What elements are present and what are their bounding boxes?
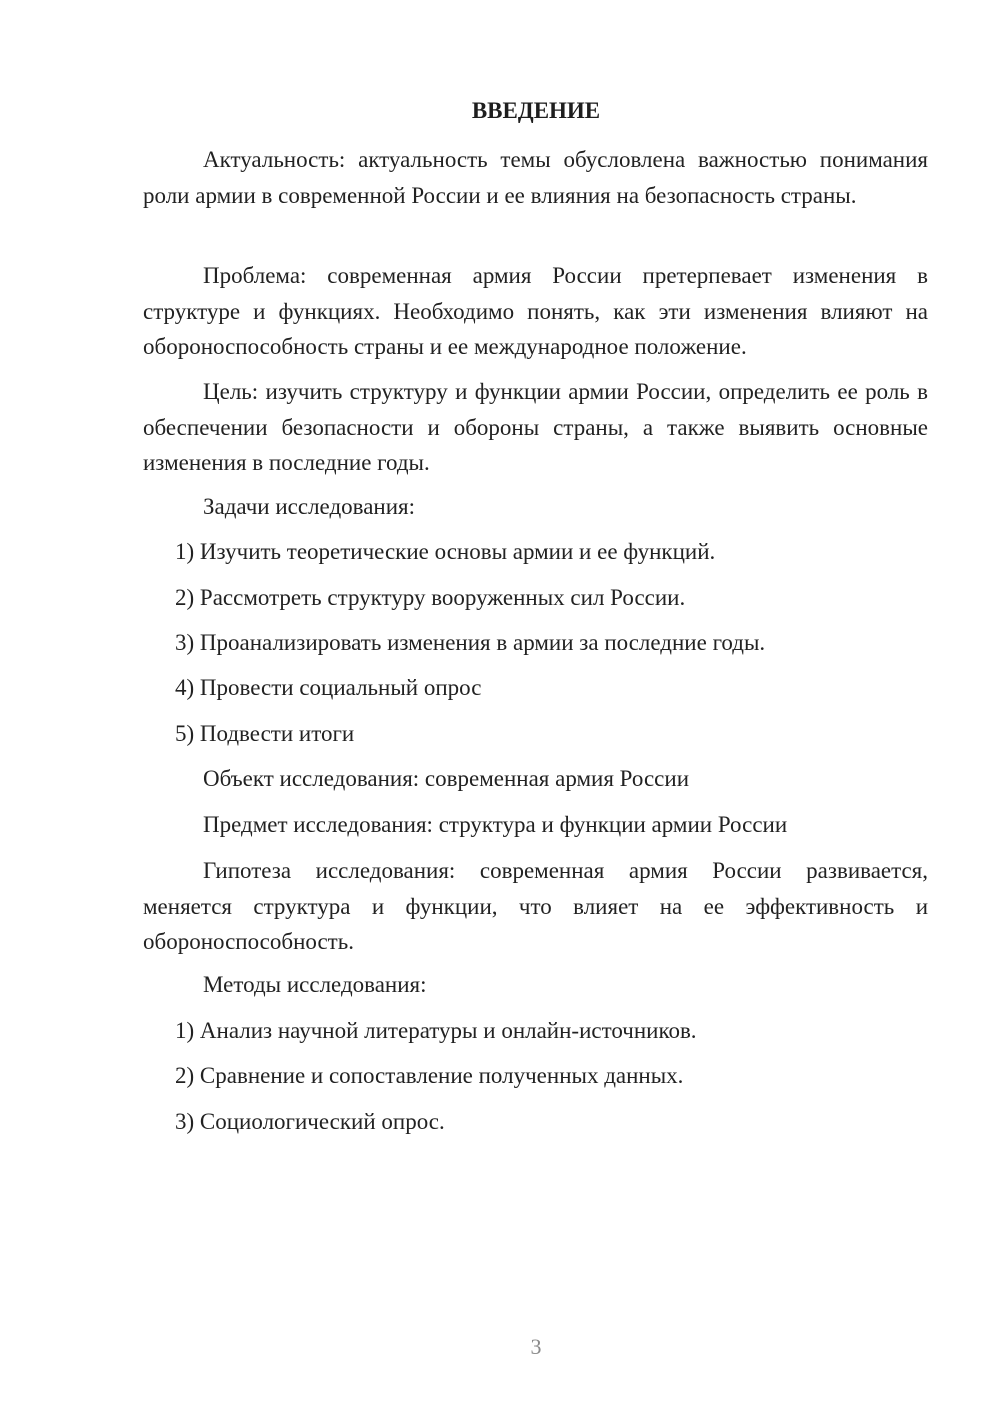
method-item-3: 3) Социологический опрос. (175, 1109, 445, 1134)
task-item-4: 4) Провести социальный опрос (175, 675, 482, 700)
method-item-2: 2) Сравнение и сопоставление полученных данных. (175, 1063, 684, 1088)
relevance-paragraph: Актуальность: актуальность темы обусловлена важностью понимания роли армии в современной России и ее влияния на безопасность страны. (143, 147, 928, 208)
research-object: Объект исследования: современная армия России (203, 766, 689, 791)
task-item-5: 5) Подвести итоги (175, 721, 355, 746)
hypothesis-paragraph: Гипотеза исследования: современная армия России развивается, меняется структура и функции, что влияет на ее эффективность и обороноспособность. (143, 858, 928, 954)
task-item-1: 1) Изучить теоретические основы армии и ее функций. (175, 539, 716, 564)
task-item-3: 3) Проанализировать изменения в армии за последние годы. (175, 630, 766, 655)
page-number: 3 (530, 1334, 542, 1359)
task-item-2: 2) Рассмотреть структуру вооруженных сил России. (175, 585, 686, 610)
methods-title: Методы исследования: (203, 972, 427, 997)
problem-paragraph: Проблема: современная армия России претерпевает изменения в структуре и функциях. Необходимо понять, как эти изменения влияют на обороноспособность страны и ее международное положение. (143, 263, 928, 359)
research-subject: Предмет исследования: структура и функции армии России (203, 812, 788, 837)
goal-paragraph: Цель: изучить структуру и функции армии России, определить ее роль в обеспечении безопасности и обороны страны, а также выявить основные изменения в последние годы. (143, 379, 928, 475)
page-title: ВВЕДЕНИЕ (471, 98, 601, 123)
method-item-1: 1) Анализ научной литературы и онлайн-источников. (175, 1018, 697, 1043)
tasks-title: Задачи исследования: (203, 494, 416, 519)
